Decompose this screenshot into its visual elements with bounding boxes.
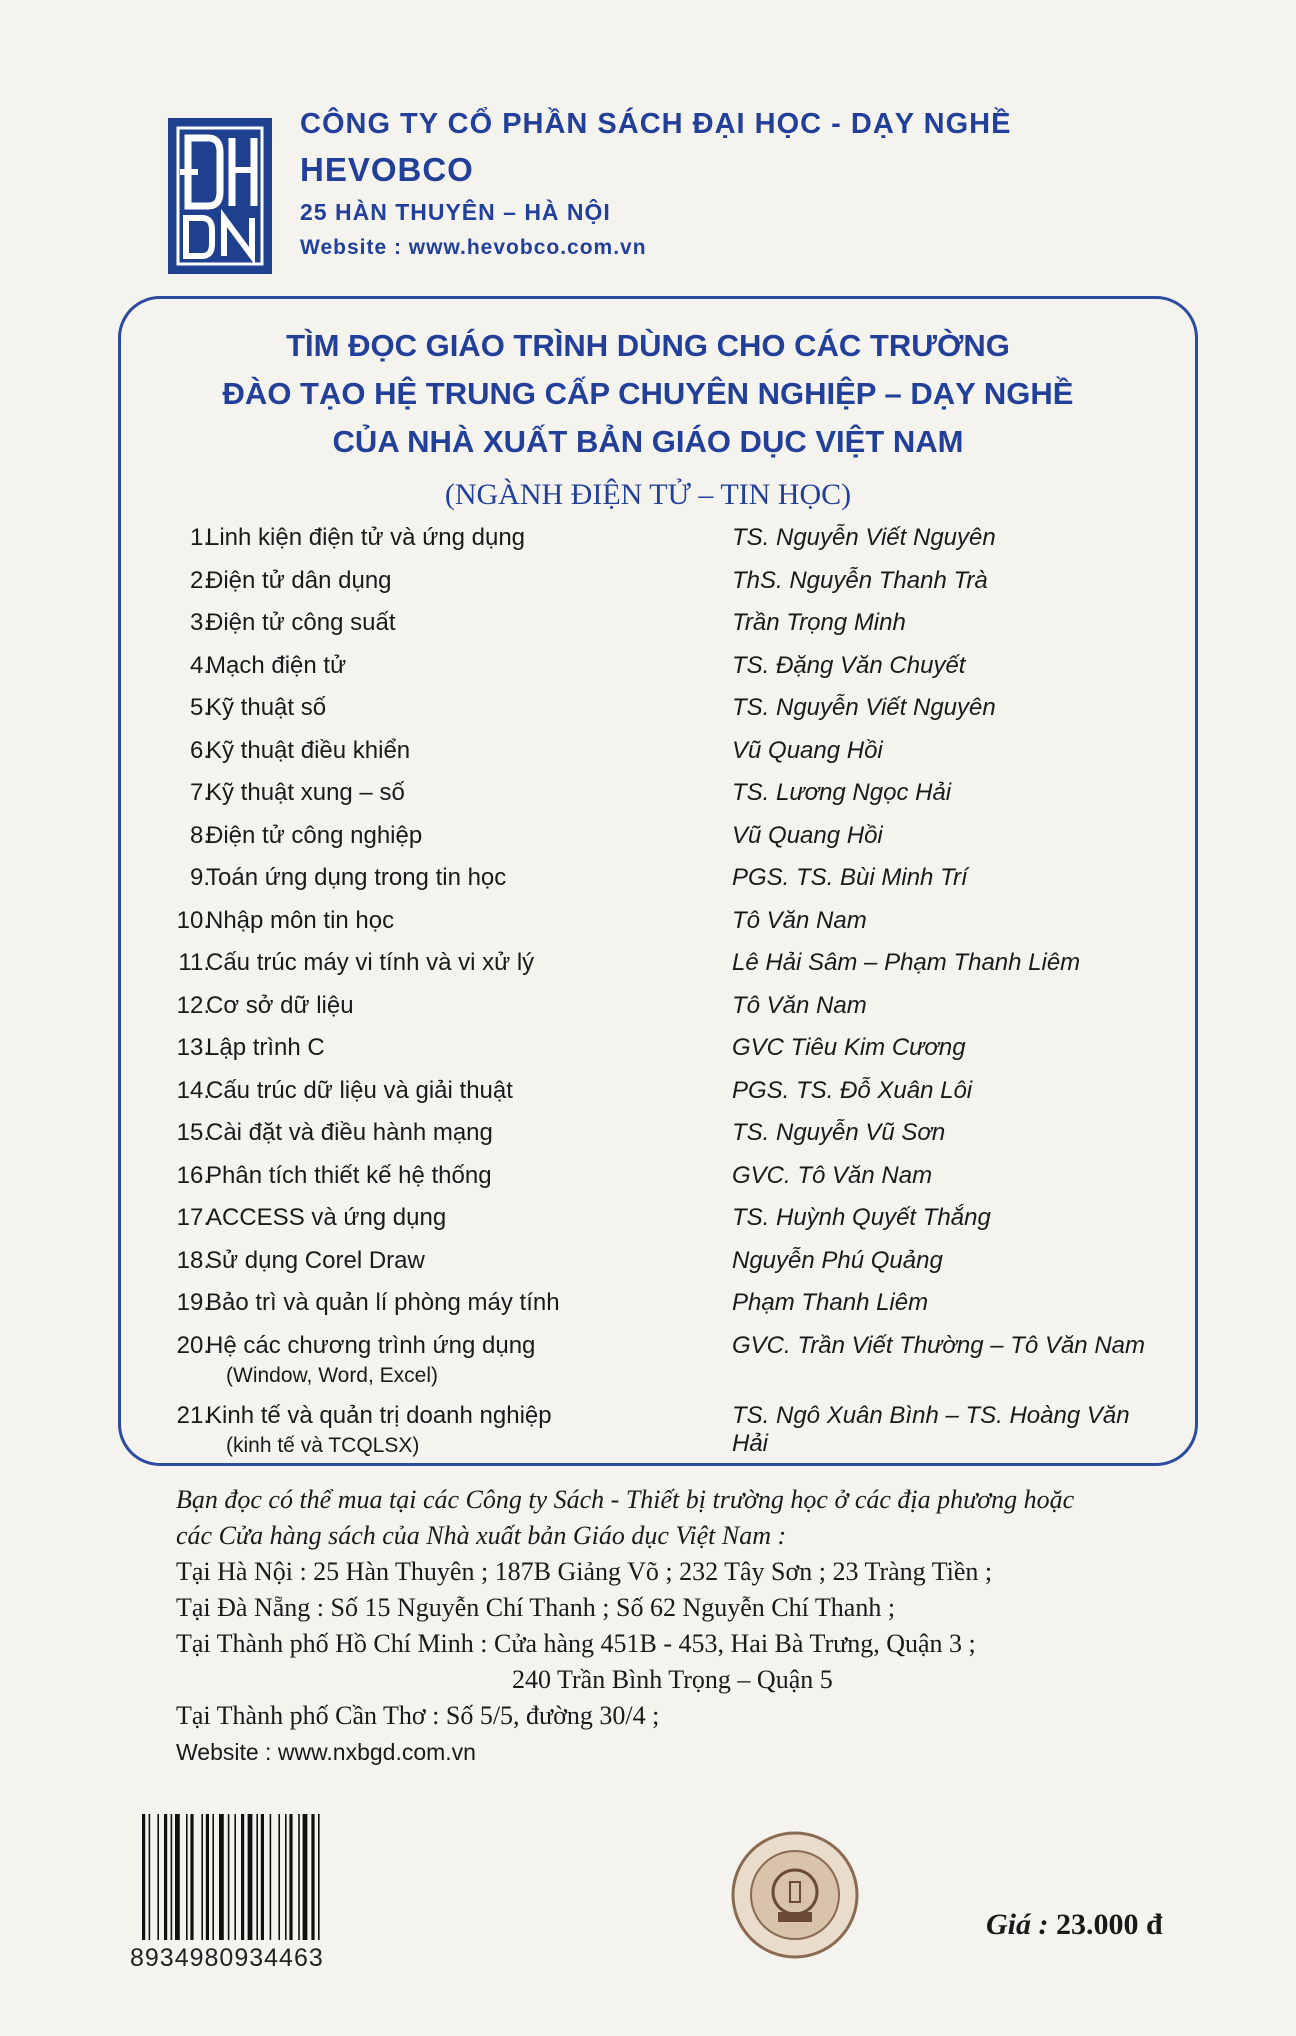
book-title: Nhập môn tin học [206, 906, 395, 934]
book-title: Kỹ thuật điều khiển [206, 736, 411, 764]
book-author: TS. Lương Ngọc Hải [732, 779, 952, 806]
book-list [170, 524, 1170, 1472]
book-author: ThS. Nguyễn Thanh Trà [732, 566, 988, 594]
book-title: Cơ sở dữ liệu [206, 991, 354, 1019]
book-number: 16. [176, 1161, 210, 1189]
book-title: Kinh tế và quản trị doanh nghiệp [206, 1401, 552, 1429]
book-number: 2. [189, 566, 210, 594]
book-title: Kỹ thuật xung – số [206, 779, 405, 806]
book-title: Điện tử công suất [206, 609, 396, 636]
book-row [170, 907, 1170, 950]
price-label: Giá : [986, 1908, 1049, 1941]
book-number: 13. [176, 1034, 210, 1061]
book-row [170, 949, 1170, 992]
book-row [170, 1077, 1170, 1120]
barcode-bar [261, 1814, 264, 1940]
barcode-bar [303, 1814, 308, 1940]
book-author: Vũ Quang Hồi [732, 821, 883, 849]
book-number: 14. [176, 1076, 210, 1104]
barcode-bar [248, 1814, 253, 1940]
book-title: ACCESS và ứng dụng [206, 1204, 447, 1231]
book-number: 3. [189, 609, 210, 636]
book-subtitle: (kinh tế và TCQLSX) [226, 1433, 420, 1457]
book-title: Sử dụng Corel Draw [206, 1246, 425, 1274]
barcode-bar [201, 1814, 203, 1940]
book-row [170, 1119, 1170, 1162]
book-author: GVC. Trần Viết Thường – Tô Văn Nam [732, 1331, 1145, 1359]
book-number: 9. [189, 864, 210, 891]
book-row [170, 1332, 1170, 1402]
barcode-bar [256, 1814, 258, 1940]
book-title: Bảo trì và quản lí phòng máy tính [206, 1289, 560, 1316]
book-number: 4. [189, 651, 210, 679]
book-number: 17. [176, 1204, 210, 1231]
barcode-bar [289, 1814, 292, 1940]
book-number: 11. [178, 949, 210, 976]
book-author: Tô Văn Nam [732, 991, 867, 1019]
book-row [170, 1204, 1170, 1247]
book-author: Nguyễn Phú Quảng [732, 1246, 943, 1274]
book-row [170, 864, 1170, 907]
book-title: Hệ các chương trình ứng dụng [206, 1331, 536, 1359]
book-number: 15. [176, 1119, 210, 1146]
book-author: Vũ Quang Hồi [732, 736, 883, 764]
book-number: 20. [176, 1331, 210, 1359]
book-author: TS. Đặng Văn Chuyết [732, 651, 966, 679]
book-row [170, 609, 1170, 652]
book-row [170, 737, 1170, 780]
book-author: GVC. Tô Văn Nam [732, 1161, 933, 1189]
book-title: Điện tử dân dụng [206, 566, 392, 594]
barcode-bar [234, 1814, 236, 1940]
barcode-bar [190, 1814, 193, 1940]
book-number: 21. [176, 1401, 210, 1429]
info-line: Tại Thành phố Cần Thơ : Số 5/5, đường 30/4 ; [176, 1701, 660, 1730]
box-subheading: (NGÀNH ĐIỆN TỬ – TIN HỌC) [444, 478, 852, 511]
book-number: 1. [189, 524, 210, 551]
book-author: Tô Văn Nam [732, 906, 867, 934]
info-line: Tại Thành phố Hồ Chí Minh : Cửa hàng 451B - 453, Hai Bà Trưng, Quận 3 ; [176, 1629, 976, 1658]
book-row [170, 822, 1170, 865]
book-row [170, 1162, 1170, 1205]
book-number: 7. [189, 779, 210, 806]
book-author: PGS. TS. Bùi Minh Trí [732, 864, 968, 891]
barcode-number: 8934980934463 [130, 1944, 324, 1972]
barcode-bar [228, 1814, 230, 1940]
barcode-bar [212, 1814, 214, 1940]
book-row [170, 992, 1170, 1035]
book-title: Linh kiện điện tử và ứng dụng [206, 524, 526, 551]
info-line: Bạn đọc có thể mua tại các Công ty Sách - Thiết bị trường học ở các địa phương hoặc [176, 1485, 1075, 1514]
barcode-bar [142, 1814, 145, 1940]
publisher-address: 25 HÀN THUYÊN – HÀ NỘI [300, 199, 611, 225]
book-title: Cấu trúc dữ liệu và giải thuật [206, 1076, 513, 1104]
book-number: 18. [176, 1246, 210, 1274]
info-line: Tại Đà Nẵng : Số 15 Nguyễn Chí Thanh ; Số 62 Nguyễn Chí Thanh ; [176, 1593, 896, 1622]
book-row [170, 524, 1170, 567]
book-row [170, 1034, 1170, 1077]
book-title: Mạch điện tử [206, 651, 347, 679]
publisher-name: CÔNG TY CỔ PHẦN SÁCH ĐẠI HỌC - DẠY NGHỀ [300, 108, 1012, 140]
book-row [170, 694, 1170, 737]
publisher-logo [168, 118, 272, 274]
book-number: 5. [189, 694, 210, 721]
heading-line: TÌM ĐỌC GIÁO TRÌNH DÙNG CHO CÁC TRƯỜNG [286, 328, 1010, 363]
publisher-brand: HEVOBCO [300, 151, 474, 188]
book-author: GVC Tiêu Kim Cương [732, 1034, 966, 1061]
book-title: Điện tử công nghiệp [206, 821, 423, 849]
publisher-seal-icon [730, 1830, 860, 1960]
book-title: Lập trình C [206, 1034, 325, 1061]
book-number: 12. [176, 991, 210, 1019]
barcode-bar [157, 1814, 159, 1940]
barcode-bar [298, 1814, 300, 1940]
publisher-website: Website : www.hevobco.com.vn [300, 236, 647, 259]
book-author: Phạm Thanh Liêm [732, 1289, 929, 1316]
book-row [170, 779, 1170, 822]
barcode-bar [149, 1814, 151, 1940]
info-line: 240 Trần Bình Trọng – Quận 5 [512, 1665, 833, 1694]
price [986, 1908, 1163, 1942]
book-number: 8. [189, 821, 210, 849]
book-author: TS. Nguyễn Viết Nguyên [732, 694, 996, 721]
publisher-info [300, 108, 1011, 260]
book-title: Kỹ thuật số [206, 694, 327, 721]
book-row [170, 567, 1170, 610]
barcode-bar [318, 1814, 320, 1940]
book-author: TS. Nguyễn Vũ Sơn [732, 1119, 946, 1146]
heading-line: CỦA NHÀ XUẤT BẢN GIÁO DỤC VIỆT NAM [332, 424, 964, 459]
heading-line: ĐÀO TẠO HỆ TRUNG CẤP CHUYÊN NGHIỆP – DẠY NGHỀ [222, 376, 1074, 411]
book-title: Toán ứng dụng trong tin học [206, 864, 507, 891]
book-title: Cấu trúc máy vi tính và vi xử lý [206, 949, 535, 976]
barcode-bar [186, 1814, 188, 1940]
info-line: các Cửa hàng sách của Nhà xuất bản Giáo dục Việt Nam : [176, 1521, 787, 1550]
info-line: Tại Hà Nội : 25 Hàn Thuyên ; 187B Giảng Võ ; 232 Tây Sơn ; 23 Tràng Tiền ; [176, 1557, 993, 1586]
book-number: 6. [189, 736, 210, 764]
barcode-bar [278, 1814, 280, 1940]
barcode-bar [270, 1814, 272, 1940]
book-number: 10. [176, 906, 210, 934]
barcode-bar [171, 1814, 173, 1940]
barcode-bar [219, 1814, 224, 1940]
barcode-bar [206, 1814, 209, 1940]
barcode-bar [241, 1814, 244, 1940]
purchase-info [176, 1482, 1216, 1770]
book-author: Lê Hải Sâm – Phạm Thanh Liêm [732, 949, 1081, 976]
barcode-bar [311, 1814, 314, 1940]
book-number: 19. [176, 1289, 210, 1316]
info-website: Website : www.nxbgd.com.vn [176, 1739, 476, 1765]
book-author: TS. Nguyễn Viết Nguyên [732, 524, 996, 551]
price-value: 23.000 đ [1056, 1908, 1163, 1941]
book-row [170, 652, 1170, 695]
book-row [170, 1402, 1170, 1472]
barcode-bar [164, 1814, 167, 1940]
book-author: TS. Huỳnh Quyết Thắng [732, 1204, 991, 1231]
book-title: Cài đặt và điều hành mạng [206, 1119, 493, 1146]
logo-graphic [172, 122, 268, 270]
book-row [170, 1247, 1170, 1290]
barcode-bar [285, 1814, 287, 1940]
book-row [170, 1289, 1170, 1332]
box-heading [0, 322, 1296, 466]
barcode-bar [175, 1814, 180, 1940]
book-subtitle: (Window, Word, Excel) [226, 1363, 438, 1387]
book-author: Trần Trọng Minh [732, 609, 906, 636]
book-author: TS. Ngô Xuân Bình – TS. Hoàng Văn Hải [732, 1401, 1130, 1457]
book-title: Phân tích thiết kế hệ thống [206, 1161, 492, 1189]
book-author: PGS. TS. Đỗ Xuân Lôi [732, 1076, 973, 1104]
